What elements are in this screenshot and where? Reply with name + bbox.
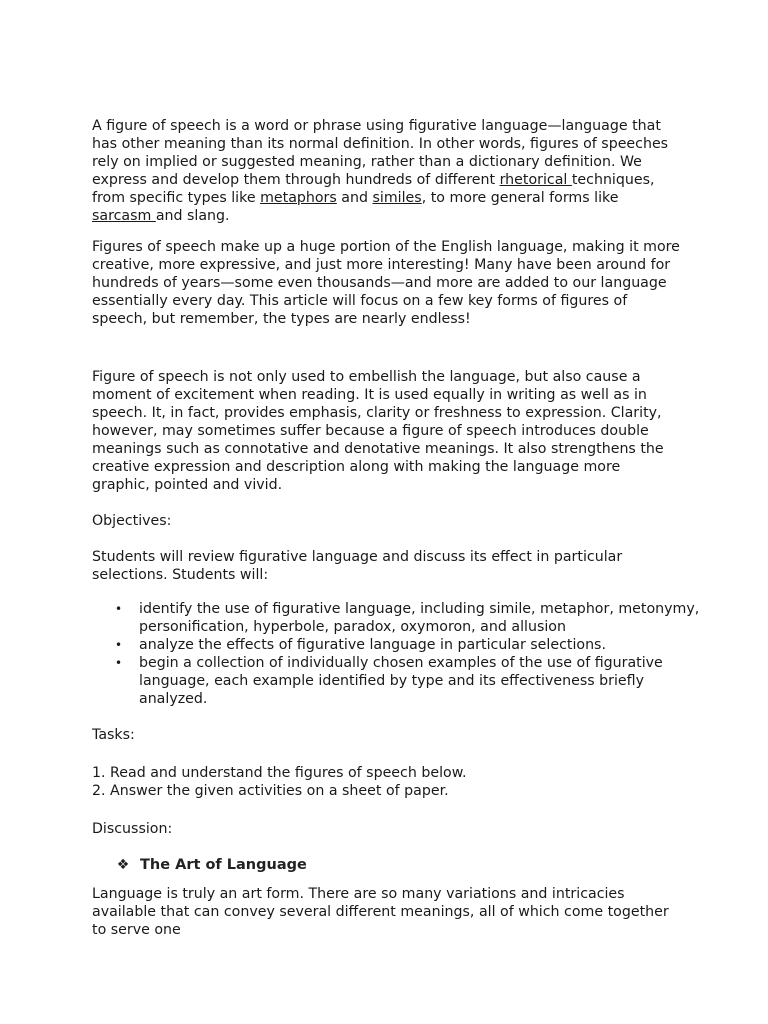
- tasks-label: Tasks:: [92, 727, 135, 743]
- bullet-icon: •: [115, 602, 123, 616]
- bullet-icon: •: [115, 638, 123, 652]
- intro-text-1: A figure of speech is a word or phrase using figurative language—language that has other meaning than its normal definition. In other words, figures of speeches rely on implied or suggested meaning, rather than a dictionary definition. We express and develop them through hundreds of different: [92, 118, 669, 188]
- objective-text: begin a collection of individually chosen examples of the use of figurative language, each example identified by type and its effectiveness briefly analyzed.: [139, 655, 663, 707]
- intro-paragraph: [92, 117, 682, 225]
- bullet-icon: •: [115, 656, 123, 670]
- intro-text-4: , to more general forms like: [421, 190, 619, 206]
- paragraph-english-language: Figures of speech make up a huge portion of the English language, making it more creative, more expressive, and just more interesting! Many have been around for hundreds of years—some even thousands—and more are added to our language essentially every day. This article will focus on a few key forms of figures of speech, but remember, the types are nearly endless!: [92, 239, 680, 327]
- intro-text-5: and slang.: [155, 208, 230, 224]
- list-item: [115, 654, 705, 708]
- link-rhetorical[interactable]: rhetorical: [499, 172, 572, 188]
- objective-text: analyze the effects of figurative language in particular selections.: [139, 637, 606, 653]
- objectives-intro: Students will review figurative language and discuss its effect in particular selections. Students will:: [92, 549, 623, 583]
- task-item-1: 1. Read and understand the figures of speech below.: [92, 765, 467, 781]
- list-item: [115, 600, 705, 636]
- objectives-list: [115, 600, 705, 708]
- section-heading-text: The Art of Language: [140, 857, 307, 873]
- task-item-2: 2. Answer the given activities on a sheet of paper.: [92, 783, 449, 799]
- section-heading: [116, 856, 307, 874]
- link-similes[interactable]: similes: [372, 190, 422, 206]
- objective-text: identify the use of figurative language, including simile, metaphor, metonymy, personification, hyperbole, paradox, oxymoron, and allusion: [139, 601, 700, 635]
- objectives-label: Objectives:: [92, 513, 172, 529]
- art-of-language-paragraph: Language is truly an art form. There are so many variations and intricacies available that can convey several different meanings, all of which come together to serve one: [92, 886, 669, 938]
- link-sarcasm[interactable]: sarcasm: [92, 208, 156, 224]
- intro-text-3: and: [336, 190, 373, 206]
- discussion-label: Discussion:: [92, 821, 173, 837]
- paragraph-purpose: Figure of speech is not only used to embellish the language, but also cause a moment of excitement when reading. It is used equally in writing as well as in speech. It, in fact, provides emphasis, clarity or freshness to expression. Clarity, however, may sometimes suffer because a figure of speech introduces double meanings such as connotative and denotative meanings. It also strengthens the creative expression and description along with making the language more graphic, pointed and vivid.: [92, 369, 664, 493]
- link-metaphors[interactable]: metaphors: [260, 190, 337, 206]
- list-item: [115, 636, 705, 654]
- intro-text-2: techniques, from specific types like: [92, 172, 655, 206]
- diamond-bullet-icon: ❖: [116, 857, 130, 873]
